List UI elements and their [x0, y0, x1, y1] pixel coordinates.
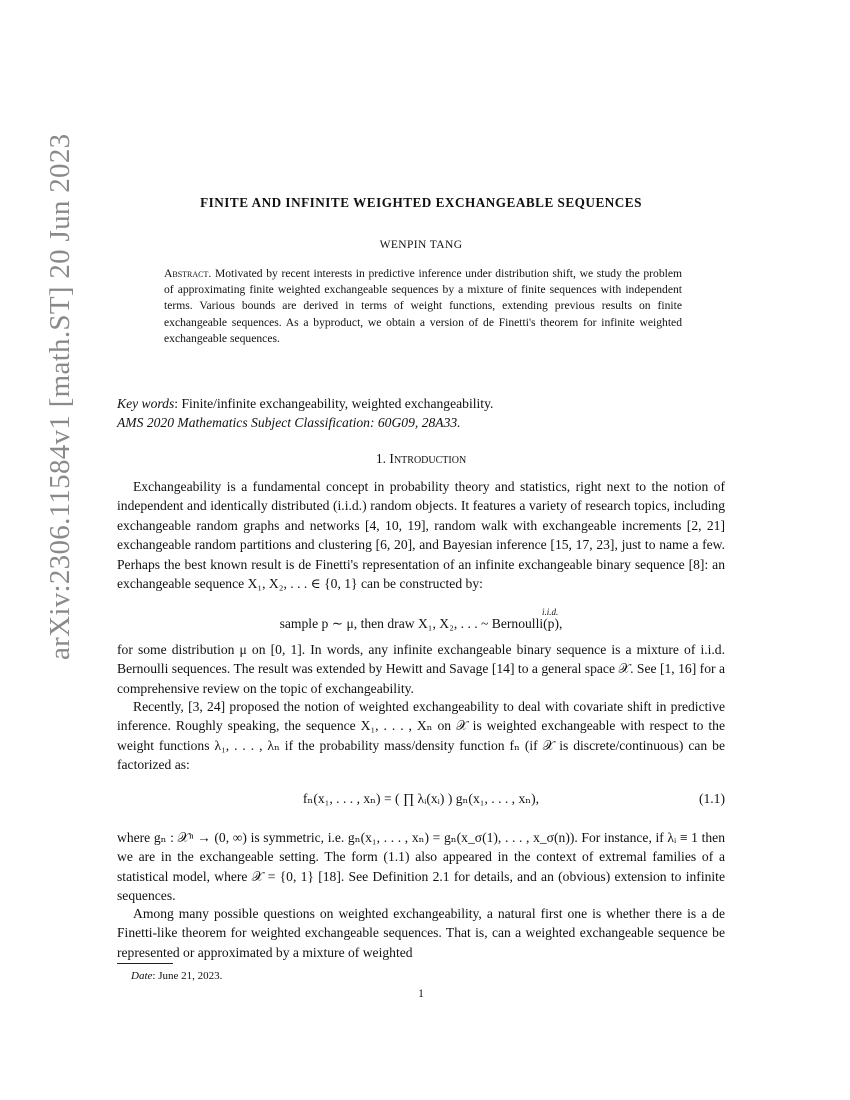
- paragraph-5: Among many possible questions on weighted exchangeability, a natural first one is whether there is a de Finetti-like theorem for weighted exchangeable sequences. That is, can a weighted exchangeable sequence be represented or approximated by a mixture of weighted: [117, 906, 725, 960]
- arxiv-sidebar-stamp: arXiv:2306.11584v1 [math.ST] 20 Jun 2023: [44, 133, 76, 660]
- equation-number: (1.1): [698, 791, 725, 806]
- equation-sampling-text: sample p ∼ μ, then draw X₁, X₂, . . . ~ Bernoulli(p),: [279, 616, 563, 631]
- author-name: WENPIN TANG: [379, 239, 463, 251]
- page-number: 1: [418, 988, 424, 1000]
- paragraph-3: Recently, [3, 24] proposed the notion of weighted exchangeability to deal with covariate shift in predictive inference. Roughly speaking, the sequence X₁, . . . , Xₙ on 𝒳 is weighted exchangeable with respect to the weight functions λ₁, . . . , λₙ if the probability mass/density function fₙ (if 𝒳 is discrete/continuous) can be factorized as:: [117, 699, 725, 773]
- keywords-text: : Finite/infinite exchangeability, weighted exchangeability.: [174, 396, 494, 411]
- paragraph-2: for some distribution μ on [0, 1]. In words, any infinite exchangeable binary sequence is a mixture of i.i.d. Bernoulli sequences. The result was extended by Hewitt and Savage [14] to a general space 𝒳. See [1, 16] for a comprehensive review on the topic of exchangeability.: [117, 642, 725, 696]
- abstract-label: Abstract.: [164, 267, 212, 280]
- paragraph-4: where gₙ : 𝒳ⁿ → (0, ∞) is symmetric, i.e. gₙ(x₁, . . . , xₙ) = gₙ(x_σ(1), . . . , x_σ(n)). For instance, if λᵢ ≡ 1 then we are in the exchangeable setting. The form (1.1) also appeared in the context of extremal families of a statistical model, where 𝒳 = {0, 1} [18]. See Definition 2.1 for details, and an (obvious) extension to infinite sequences.: [117, 830, 725, 904]
- abstract: [164, 266, 682, 347]
- keywords: [117, 394, 725, 413]
- equation-sampling: [117, 607, 725, 633]
- equation-1-1: [117, 789, 725, 808]
- footnote-divider: [117, 963, 173, 964]
- paragraph-1: Exchangeability is a fundamental concept in probability theory and statistics, right next to the notion of independent and identically distributed (i.i.d.) random objects. It features a variety of research topics, including exchangeable random graphs and networks [4, 10, 19], random walk with exchangeable increments [2, 21] exchangeable random partitions and clustering [6, 20], and Bayesian inference [15, 17, 23], just to name a few. Perhaps the best known result is de Finetti's representation of an infinite exchangeable binary sequence [8]: an exchangeable sequence X₁, X₂, . . . ∈ {0, 1} can be constructed by:: [117, 479, 725, 592]
- footnote-date: [131, 967, 222, 986]
- section-heading: [117, 449, 725, 468]
- abstract-text: Motivated by recent interests in predictive inference under distribution shift, we study the problem of approximating finite weighted exchangeable sequences by a mixture of finite sequences with independent terms. Various bounds are derived in terms of weight functions, extending previous results on finite exchangeable sequences. As a byproduct, we obtain a version of de Finetti's theorem for infinite weighted exchangeable sequences.: [164, 267, 683, 345]
- ams-classification: AMS 2020 Mathematics Subject Classification: 60G09, 28A33.: [117, 415, 461, 430]
- section-title: Introduction: [389, 451, 467, 466]
- paper-title: FINITE AND INFINITE WEIGHTED EXCHANGEABLE SEQUENCES: [200, 195, 642, 210]
- equation-1-1-text: fₙ(x₁, . . . , xₙ) = ( ∏ λᵢ(xᵢ) ) gₙ(x₁, . . . , xₙ),: [302, 791, 540, 806]
- keywords-label: Key words: [117, 396, 175, 411]
- iid-label: i.i.d.: [542, 607, 559, 617]
- section-number: 1.: [375, 451, 387, 466]
- footnote-label: Date: [131, 970, 153, 982]
- footnote-text: : June 21, 2023.: [152, 970, 223, 982]
